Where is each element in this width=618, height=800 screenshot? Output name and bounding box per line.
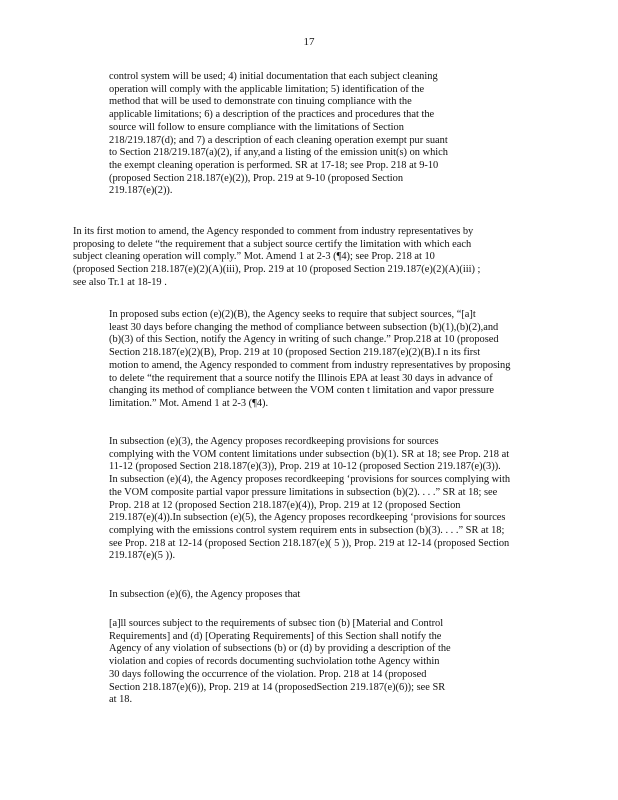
text-line: 218/219.187(d); and 7) a description of each cleaning operation exempt pur suant <box>109 134 448 146</box>
text-line: (proposed Section 218.187(e)(2)(A)(iii), Prop. 219 at 10 (proposed Section 219.187(e)(2)(A)(iii) ; <box>73 264 481 276</box>
text-line: the VOM composite partial vapor pressure limitations in subsection (b)(2). . . .” SR at 18; see <box>109 486 498 498</box>
quote-block-1 <box>109 71 499 198</box>
text-line: In subsection (e)(3), the Agency proposes recordkeeping provisions for sources <box>109 436 439 447</box>
text-line: In proposed subs ection (e)(2)(B), the Agency seeks to require that subject sources, “[a]t <box>109 309 476 320</box>
text-line: In subsection (e)(4), the Agency proposes recordkeeping ‘provisions for sources complying with <box>109 474 511 486</box>
text-line: 219.187(e)(4)).In subsection (e)(5), the Agency proposes recordkeeping ‘provisions for sources <box>109 512 506 524</box>
text-line: motion to amend, the Agency responded to comment from industry representatives by proposing <box>109 359 511 371</box>
text-line: Requirements] and (d) [Operating Requirements] of this Section shall notify the <box>109 630 442 642</box>
text-line: to delete “the requirement that a source notify the Illinois EPA at least 30 days in advance of <box>109 372 493 384</box>
text-line: complying with the VOM content limitations under subsection (b)(1). SR at 18; see Prop. 218 at <box>109 448 510 460</box>
paragraph-subsection-e6-intro <box>73 589 535 602</box>
text-line: operation will comply with the applicable limitation; 5) identification of the <box>109 83 425 95</box>
text-line: [a]ll sources subject to the requirements of subsec tion (b) [Material and Control <box>109 618 444 629</box>
text-line: applicable limitations; 6) a description of the practices and procedures that the <box>109 109 435 121</box>
text-line: 219.187(e)(2)). <box>109 185 173 197</box>
text-line: In subsection (e)(6), the Agency proposes that <box>109 589 301 600</box>
text-line: limitation.” Mot. Amend 1 at 2-3 (¶4). <box>109 397 269 409</box>
text-line: the exempt cleaning operation is performed. SR at 17-18; see Prop. 218 at 9-10 <box>109 159 439 171</box>
paragraph-subsection-e2b <box>73 309 535 411</box>
text-line: (b)(3) of this Section, notify the Agency in writing of such change.” Prop.218 at 10 (proposed <box>109 334 499 346</box>
text-line: method that will be used to demonstrate con tinuing compliance with the <box>109 96 412 108</box>
text-line: see also Tr.1 at 18-19 . <box>73 276 167 288</box>
text-line: 219.187(e)(5 )). <box>109 550 176 562</box>
text-line: In its first motion to amend, the Agency responded to comment from industry representatives by <box>73 226 474 237</box>
text-line: Agency of any violation of subsections (b) or (d) by providing a description of the <box>109 643 451 655</box>
text-line: changing its method of compliance between the VOM conten t limitation and vapor pressure <box>109 385 495 397</box>
paragraph-agency-motion-delete-certification <box>73 226 535 290</box>
text-line: (proposed Section 218.187(e)(2)), Prop. 219 at 9-10 (proposed Section <box>109 172 404 184</box>
quote-block-2 <box>109 618 499 707</box>
text-line: Section 218.187(e)(6)), Prop. 219 at 14 (proposedSection 219.187(e)(6)); see SR <box>109 681 446 693</box>
text-line: see Prop. 218 at 12-14 (proposed Section 218.187(e)( 5 )), Prop. 219 at 12-14 (proposed Section <box>109 537 510 549</box>
text-line: at 18. <box>109 694 133 706</box>
paragraph-recordkeeping-provisions <box>73 436 535 563</box>
text-line: Prop. 218 at 12 (proposed Section 218.187(e)(4)), Prop. 219 at 12 (proposed Section <box>109 499 461 511</box>
text-line: least 30 days before changing the method of compliance between subsection (b)(1),(b)(2),and <box>109 321 499 333</box>
text-line: control system will be used; 4) initial documentation that each subject cleaning <box>109 71 438 82</box>
text-line: source will follow to ensure compliance with the limitations of Section <box>109 121 404 133</box>
page-number: 17 <box>303 36 315 48</box>
text-line: subject cleaning operation will comply.” Mot. Amend 1 at 2-3 (¶4); see Prop. 218 at 10 <box>73 251 435 263</box>
text-line: complying with the emissions control system requirem ents in subsection (b)(3). . . .” SR at 18; <box>109 524 505 536</box>
text-line: proposing to delete “the requirement that a subject source certify the limitation with which each <box>73 238 472 250</box>
text-line: violation and copies of records documenting suchviolation tothe Agency within <box>109 656 440 668</box>
text-line: to Section 218/219.187(a)(2), if any,and a listing of the emission unit(s) on which <box>109 147 448 159</box>
text-line: 30 days following the occurrence of the violation. Prop. 218 at 14 (proposed <box>109 668 427 680</box>
text-line: 11-12 (proposed Section 218.187(e)(3)), Prop. 219 at 10-12 (proposed Section 219.187(e)(3)). <box>109 461 501 473</box>
text-line: Section 218.187(e)(2)(B), Prop. 219 at 10 (proposed Section 219.187(e)(2)(B).I n its first <box>109 347 481 359</box>
